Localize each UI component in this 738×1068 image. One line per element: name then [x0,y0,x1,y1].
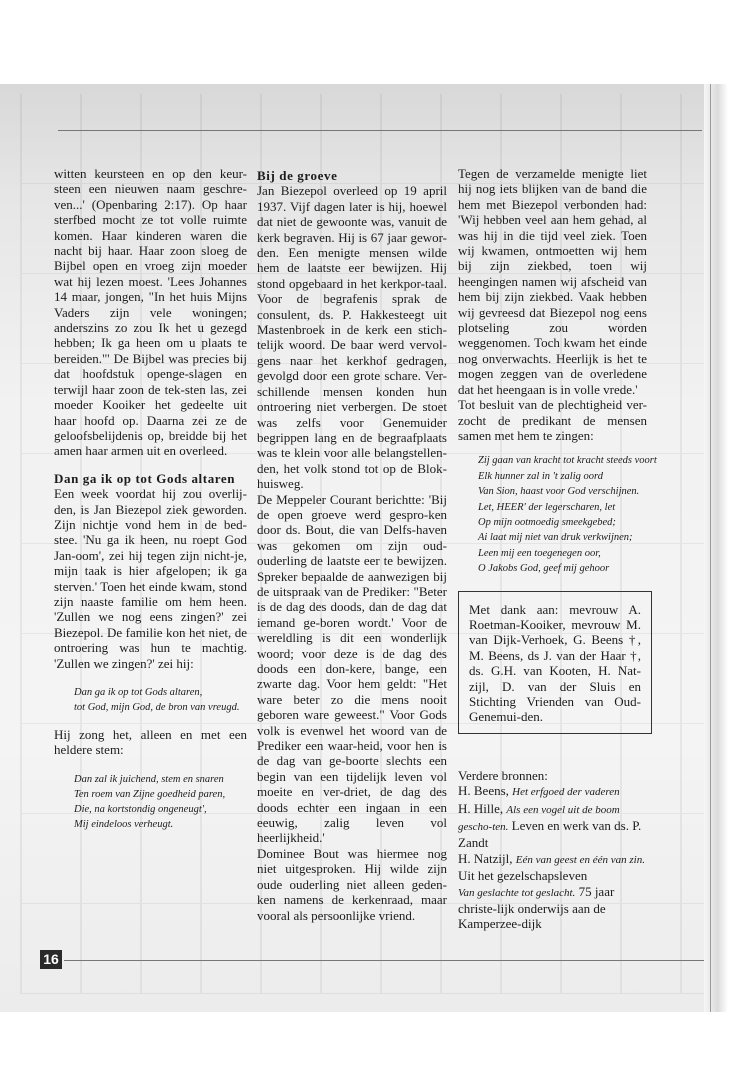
paragraph: witten keursteen en op den keur-steen een nieuwen naam geschre-ven...' (Openbaring 2:17). Op haar sterfbed mocht ze tot volle ruimte komen. Haar kinderen waren die nacht bij haar. Haar zoon sloeg de Bijbel open en vroeg zijn moeder wat hij lezen moest. 'Lees Johannes 14 maar, jongen, "In het huis Mijns Vaders zijn vele woningen; anderszins zo zou Ik het u gezegd hebben; Ik ga heen om u plaats te bereiden."' De Bijbel was precies bij dat hoofdstuk openge-slagen en terwijl haar zoon de tek-sten las, zei moeder Kooiker het gedeelte uit haar hoofd op. Daarna zei ze de geloofsbelijdenis op, breidde bij het amen haar armen uit en overleed. [54,166,247,459]
column-1 [54,166,247,844]
paragraph: Tegen de verzamelde menigte liet hij nog iets blijken van de band die hem met Biezepol verbonden had: 'Wij hebben veel aan hem gehad, al was hij in die tijd veel ziek. Toen wij kwamen, ontmoetten wij hem bij zijn ziekbed, toen wij heengingen namen wij afscheid van hem bij zijn ziekbed. Vaak hebben wij gevreesd dat Biezepol nog eens plotseling zou worden weggenomen. Toch kwam het einde nog onverwachts. Heerlijk is het te mogen zeggen van de overledene dat het heengaan is in volle vrede.' [458,166,647,397]
poem-line: Die, na kortstondig ongeneugt', [74,803,207,815]
poem-line: O Jakobs God, geef mij gehoor [478,563,610,575]
poem-line: Ten roem van Zijne goedheid paren, [74,788,226,800]
paragraph: Jan Biezepol overleed op 19 april 1937. Vijf dagen later is hij, hoewel dat niet de gewoonte was, vanuit de kerk begraven. Hij is 67 jaar gewor-den. Een menigte mensen wilde hem de laatste eer bewijzen. Hij stond opgebaard in het kerkpor-taal. Voor de begrafenis sprak de consulent, ds. P. Hakkesteegt uit Mastenbroek in de kerk een stich-telijk woord. De baar werd vervol-gens naar het kerkhof gedragen, gevolgd door een grote schare. Ver-schillende mensen konden hun ontroering niet verbergen. De stoet was zelfs voor Genemuider begrippen lang en de begraafplaats was te klein voor alle belangstellen-den, het volk stond tot op de Blok-huisweg. [257,183,447,492]
column-2 [257,168,447,923]
acknowledgements-box [458,591,652,734]
page-edge [704,84,738,1012]
poem-quote [74,772,247,832]
acknowledgements-text: Met dank aan: mevrouw A. Roetman-Kooiker, mevrouw M. van Dijk-Verhoek, G. Beens †, M. Beens, ds J. van der Haar †, ds. G.H. van Kooten, H. Nat-zijl, D. van der Sluis en Stichting Vrienden van Oud-Genemui-den. [469,601,641,725]
source-item: H. Natzijl, Eén van geest en één van zin. Uit het gezelschapsleven [458,850,645,884]
section-heading: Bij de groeve [257,168,338,183]
poem-line: Mij eindeloos verheugt. [74,818,174,830]
poem-line: tot God, mijn God, de bron van vreugd. [74,702,240,713]
poem-line: Zij gaan van kracht tot kracht steeds voort [478,455,657,467]
poem-line: Leen mij een toegenegen oor, [478,547,601,559]
poem-line: Let, HEER' der legerscharen, let [478,501,616,513]
poem-line: Ai laat mij niet van druk verkwijnen; [478,532,633,544]
section-heading: Dan ga ik op tot Gods altaren [54,470,236,486]
poem-quote [74,685,247,715]
scanned-page [0,84,738,1012]
paragraph: Een week voordat hij zou overlij-den, is Jan Biezepol ziek geworden. Zijn nichtje vond hem in de bed-stee. 'Nu ga ik heen, nu roept God Jan-oom', zei hij tegen zijn nicht-je, mijn taak is hier afgelopen; ik ga sterven.' Toen het einde kwam, stond zijn naaste familie om hem heen. 'Zullen we nog eens zingen?' zei Biezepol. De familie kon het niet, de ontroering was hun te machtig. 'Zullen we zingen?' zei hij: [54,486,247,671]
page-number: 16 [40,950,62,969]
psalm-quote [478,453,657,576]
source-item: H. Hille, Als een vogel uit de boom gescho-ten. Leven en werk van ds. P. Zandt [458,800,642,851]
poem-line: Elk hunner zal in 't zalig oord [478,470,603,482]
source-item: Van geslachte tot geslacht. 75 jaar christe-lijk onderwijs aan de Kamperzee-dijk [458,883,615,932]
poem-line: Dan zal ik juichend, stem en snaren [74,773,224,785]
poem-line: Dan ga ik op tot Gods altaren, [74,687,203,698]
source-item: H. Beens, Het erfgoed der vaderen [458,783,620,799]
paragraph: Hij zong het, alleen en met een heldere stem: [54,727,247,758]
poem-line: Op mijn ootmoedig smeekgebed; [478,516,616,528]
paragraph: De Meppeler Courant berichtte: 'Bij de open groeve werd gespro-ken door ds. Bout, die van Delfs-haven was gekomen om zijn oud-ouderling de laatste eer te bewijzen. Spreker bepaalde de aanwezigen bij de uitspraak van de Prediker: "Beter is de dag des doods, dan de dag dat iemand ge-boren wordt.' Voor de wereldling is dit een wonderlijk woord; voor deze is de dag des doods een don-kere, bange, een zwarte dag. Voor hem geldt: "Het ware beter zo die mens nooit geboren ware geweest." Voor Gods volk is evenwel het woord van de Prediker een waar-heid, voor hen is de dag van ge-boorte slechts een begin van een tijdelijk leven vol moeite en ver-driet, de dag des doods echter een ingaan in een eeuwig, zalig leven vol heerlijkheid.' [257,491,447,846]
paragraph: Dominee Bout was hiermee nog niet uitgesproken. Hij wilde zijn oude ouderling niet alleen geden-ken namens de kerkenraad, maar vooral als persoonlijke vriend. [257,845,447,923]
column-3 [458,166,657,932]
top-rule [58,130,702,131]
poem-line: Van Sion, haast voor God verschijnen. [478,486,640,498]
sources-heading: Verdere bronnen: [458,767,548,783]
bottom-rule [64,960,704,961]
paragraph: Tot besluit van de plechtigheid ver-zocht de predikant de mensen samen met hem te zingen: [458,397,647,443]
